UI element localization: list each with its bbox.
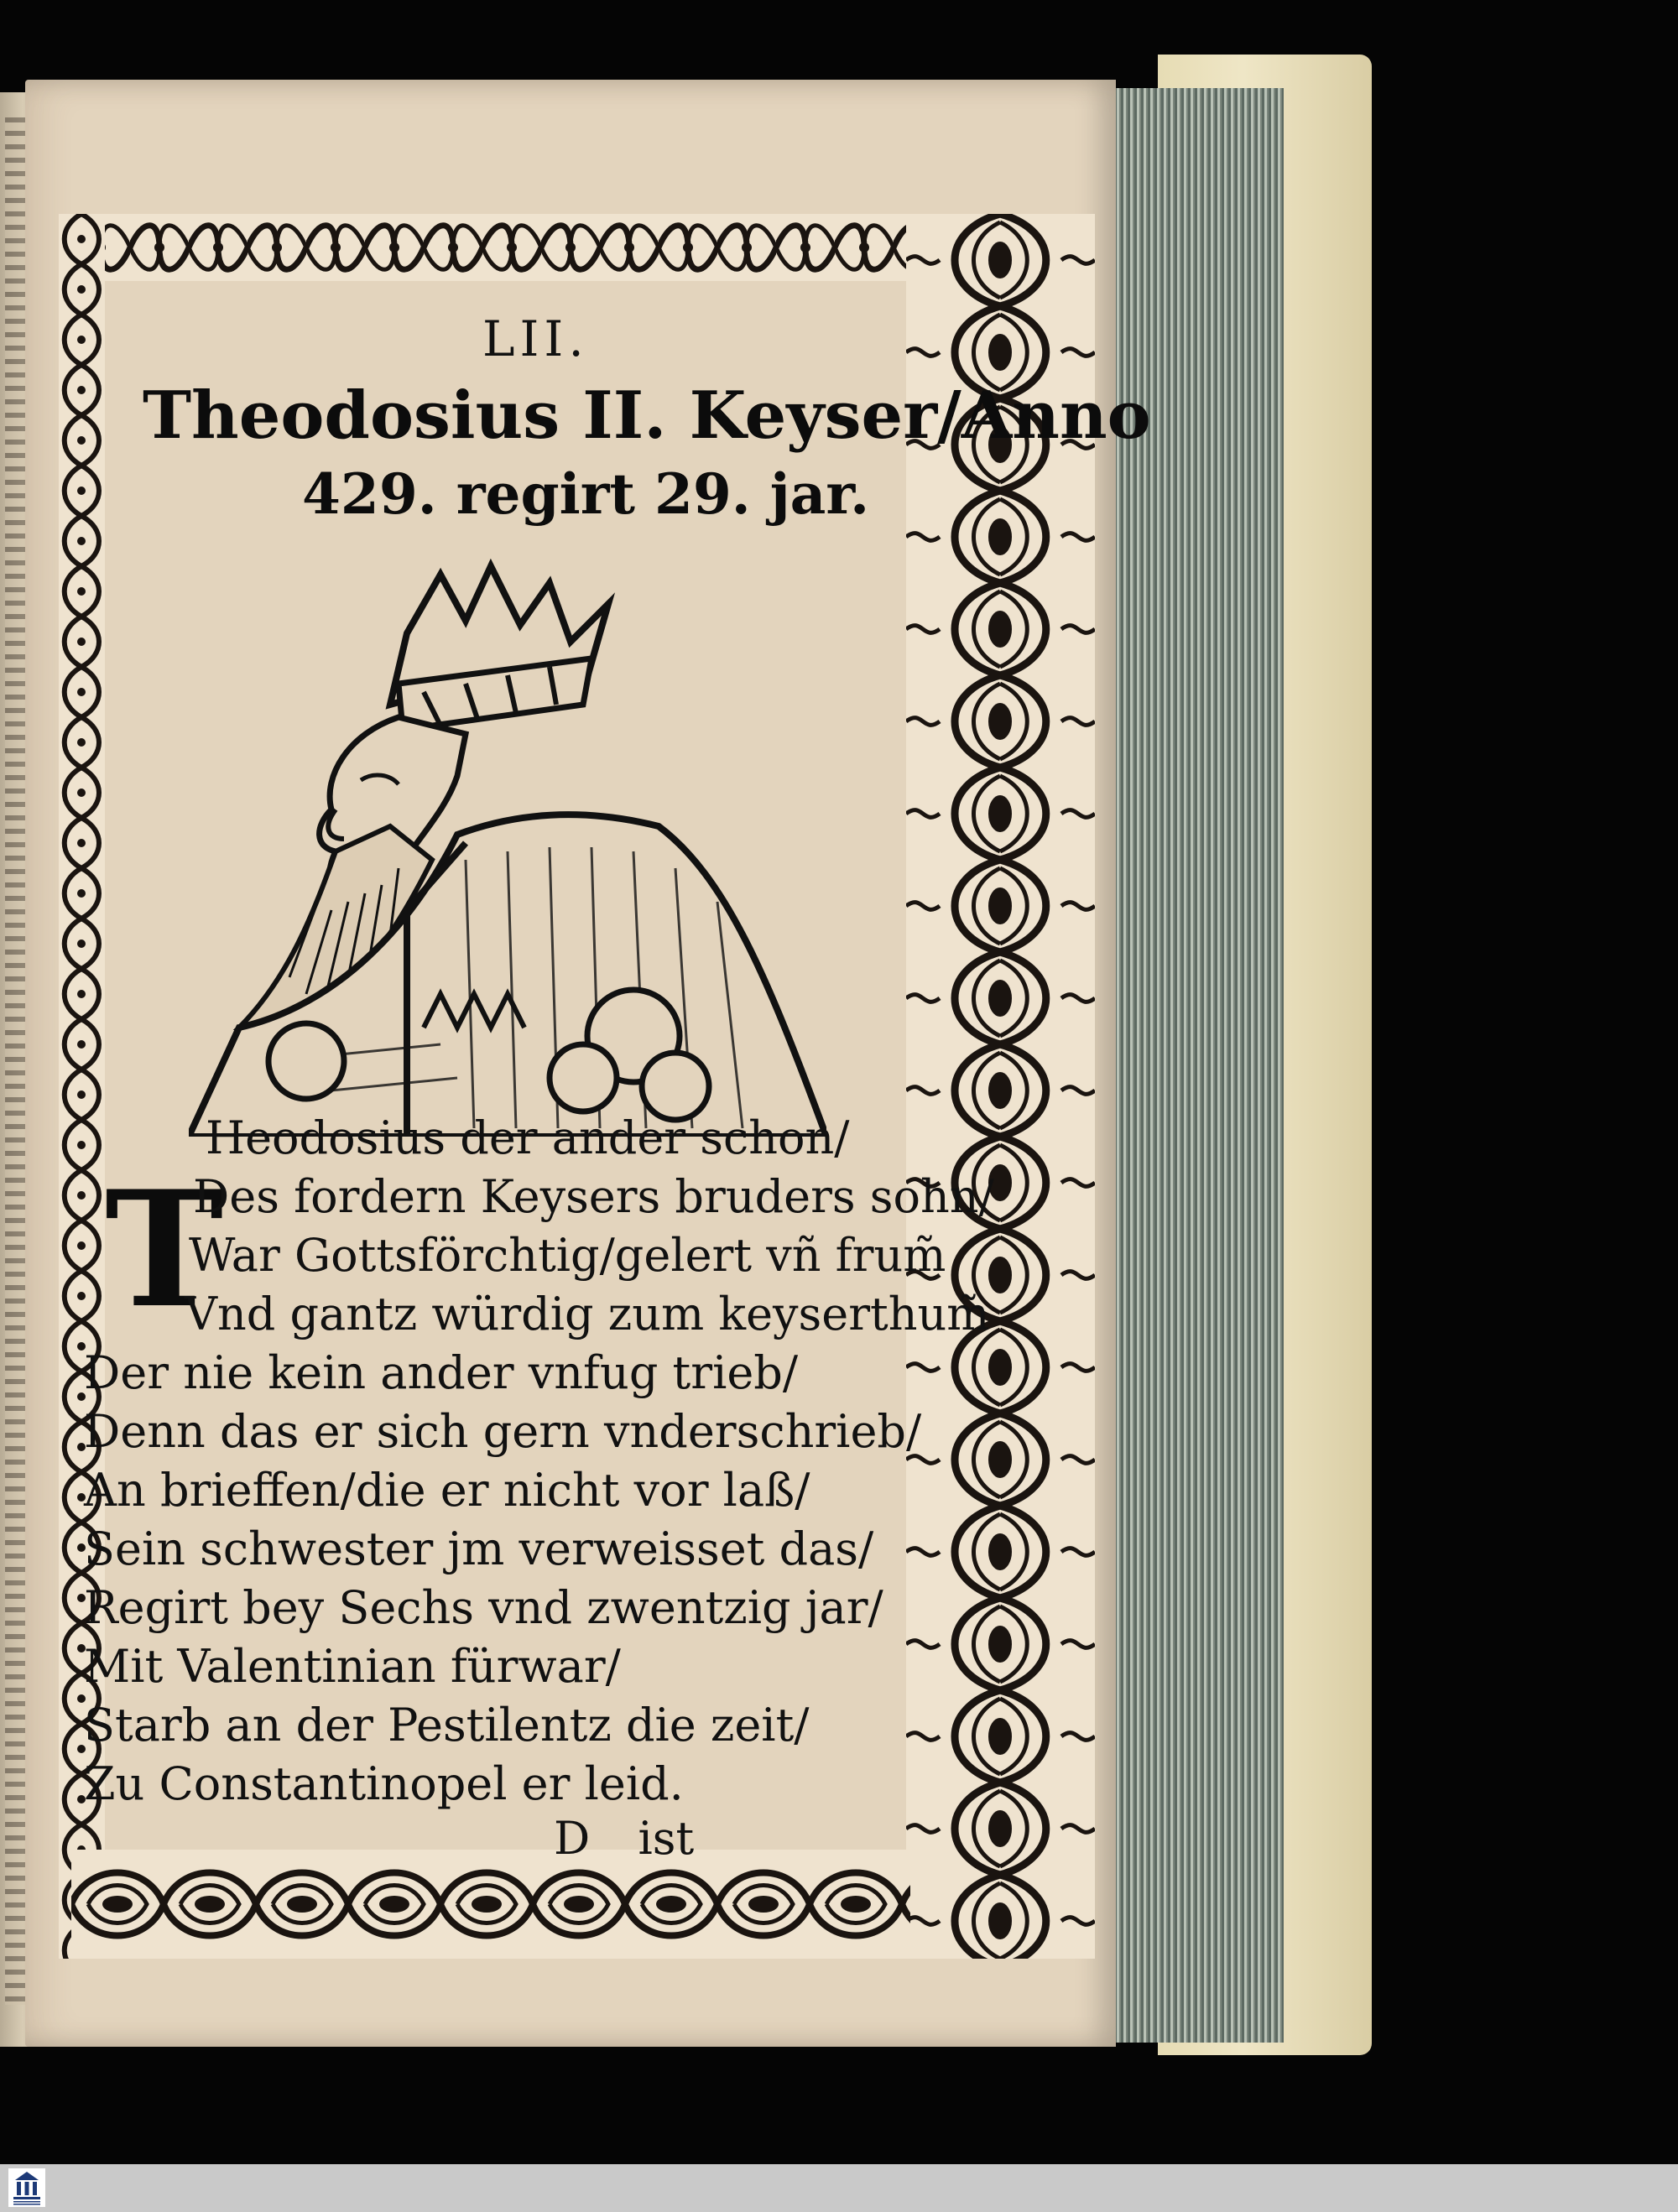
signature-mark: D bbox=[554, 1812, 591, 1865]
border-bottom-ornament bbox=[71, 1850, 910, 1959]
verse-line: Heodosius der ander schon/ bbox=[206, 1111, 850, 1164]
page-subtitle: 429. regirt 29. jar. bbox=[302, 461, 870, 527]
border-right-ornament bbox=[906, 214, 1095, 1959]
verse-line: Mit Valentinian fürwar/ bbox=[84, 1640, 621, 1693]
folio-number: LII. bbox=[482, 310, 589, 367]
page-title: Theodosius II. Keyser/Anno bbox=[143, 377, 1151, 454]
border-right bbox=[906, 214, 1095, 1959]
catchword: ist bbox=[638, 1812, 695, 1865]
verse-line: War Gottsförchtig/gelert vñ frum̃ bbox=[189, 1229, 946, 1282]
verse-line: An brieffen/die er nicht vor laß/ bbox=[84, 1464, 810, 1517]
verse-line: Zu Constantinopel er leid. bbox=[84, 1757, 684, 1810]
decorated-initial: T bbox=[105, 1156, 224, 1343]
border-bottom bbox=[71, 1850, 910, 1959]
emperor-woodcut-portrait bbox=[189, 558, 826, 1137]
library-logo-icon bbox=[8, 2168, 45, 2207]
verse-line: Denn das er sich gern vnderschrieb/ bbox=[84, 1405, 922, 1458]
book-page bbox=[25, 80, 1151, 2047]
verse-line: Starb an der Pestilentz die zeit/ bbox=[84, 1699, 810, 1751]
viewer-bottom-bar bbox=[0, 2164, 1678, 2212]
verse-line: Der nie kein ander vnfug trieb/ bbox=[84, 1346, 799, 1399]
verse-line: Sein schwester jm verweisset das/ bbox=[84, 1522, 874, 1575]
verse-line: Des fordern Keysers bruders sohn/ bbox=[193, 1170, 994, 1223]
border-left-ornament bbox=[59, 214, 105, 1959]
verse-line: Regirt bey Sechs vnd zwentzig jar/ bbox=[84, 1581, 883, 1634]
border-left bbox=[59, 214, 105, 1959]
verse-line: Vnd gantz würdig zum keyserthum̃ bbox=[185, 1288, 990, 1340]
signature-and-catchword bbox=[554, 1812, 694, 1865]
